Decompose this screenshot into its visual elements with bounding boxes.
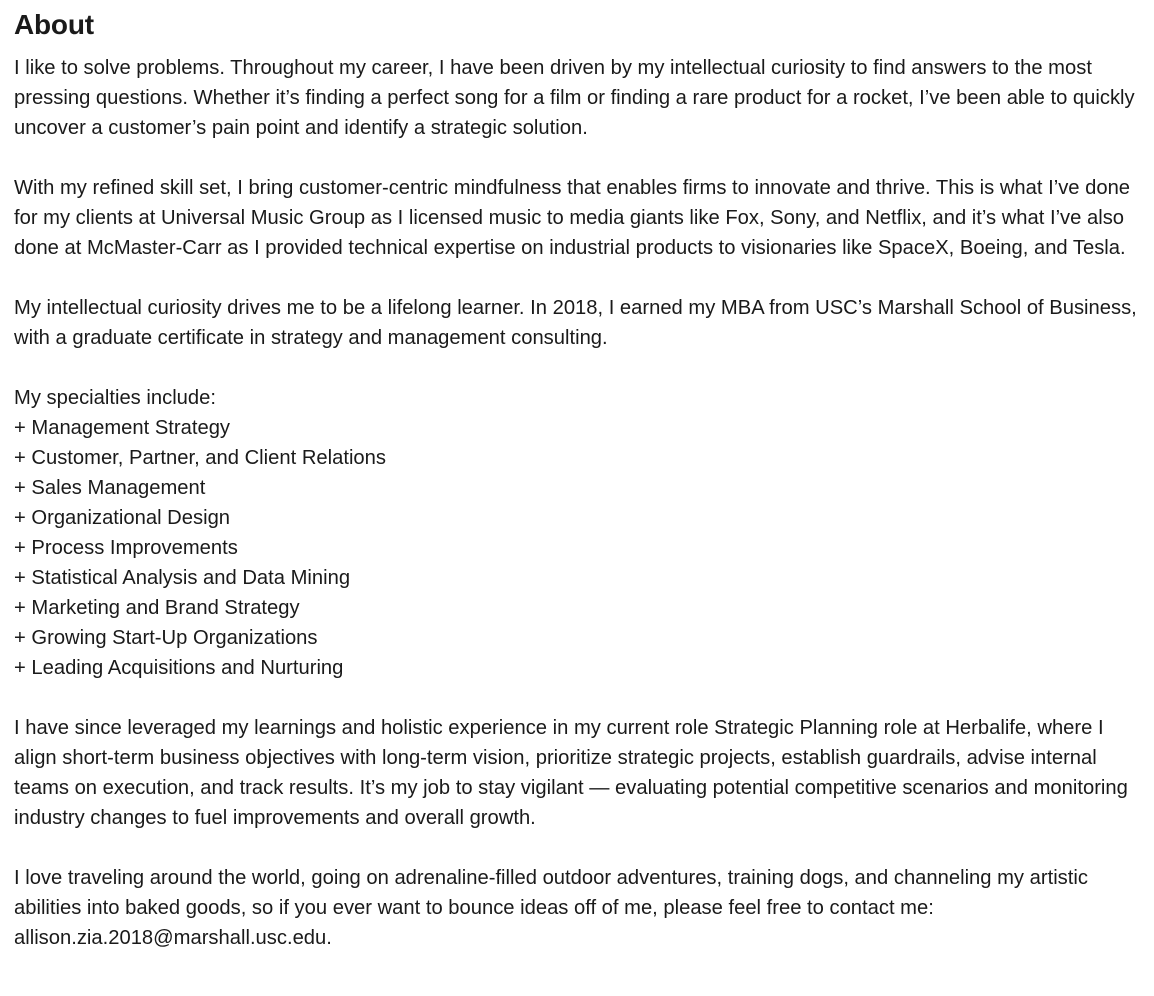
about-paragraph-3: My intellectual curiosity drives me to be a lifelong learner. In 2018, I earned my MBA from USC’s Marshall School of Business, with a graduate certificate in strategy and management consulting. <box>14 297 1137 349</box>
specialties-intro: My specialties include: <box>14 387 216 409</box>
about-paragraph-4: I have since leveraged my learnings and holistic experience in my current role Strategic Planning role at Herbalife, where I align short-term business objectives with long-term vision, prioritize strategic projects, establish guardrails, advise internal teams on execution, and track results. It’s my job to stay vigilant — evaluating potential competitive scenarios and monitoring industry changes to fuel improvements and overall growth. <box>14 717 1128 829</box>
specialty-item-organizational-design: + Organizational Design <box>14 507 231 529</box>
specialty-item-marketing-brand-strategy: + Marketing and Brand Strategy <box>14 597 300 619</box>
specialty-list <box>14 413 1146 683</box>
specialty-item-process-improvements: + Process Improvements <box>14 537 238 559</box>
contact-text: I love traveling around the world, going on adrenaline-filled outdoor adventures, training dogs, and channeling my artistic abilities into baked goods, so if you ever want to bounce ideas off of me, please feel free to contact me: <box>14 867 1088 919</box>
specialty-item-leading-acquisitions: + Leading Acquisitions and Nurturing <box>14 657 344 679</box>
about-title: About <box>14 9 94 40</box>
specialty-item-client-relations: + Customer, Partner, and Client Relations <box>14 447 386 469</box>
contact-email: allison.zia.2018@marshall.usc.edu. <box>14 927 332 949</box>
contact-paragraph <box>14 863 1146 953</box>
specialty-item-growing-startups: + Growing Start-Up Organizations <box>14 627 318 649</box>
specialties-block <box>14 383 1146 683</box>
specialty-item-sales-management: + Sales Management <box>14 477 206 499</box>
specialty-item-management-strategy: + Management Strategy <box>14 417 231 439</box>
specialty-item-statistical-analysis: + Statistical Analysis and Data Mining <box>14 567 351 589</box>
about-paragraph-2: With my refined skill set, I bring customer-centric mindfulness that enables firms to innovate and thrive. This is what I’ve done for my clients at Universal Music Group as I licensed music to media giants like Fox, Sony, and Netflix, and it’s what I’ve also done at McMaster-Carr as I provided technical expertise on industrial products to visionaries like SpaceX, Boeing, and Tesla. <box>14 177 1131 259</box>
about-paragraph-1: I like to solve problems. Throughout my career, I have been driven by my intellectual curiosity to find answers to the most pressing questions. Whether it’s finding a perfect song for a film or finding a rare product for a rocket, I’ve been able to quickly uncover a customer’s pain point and identify a strategic solution. <box>14 57 1135 139</box>
